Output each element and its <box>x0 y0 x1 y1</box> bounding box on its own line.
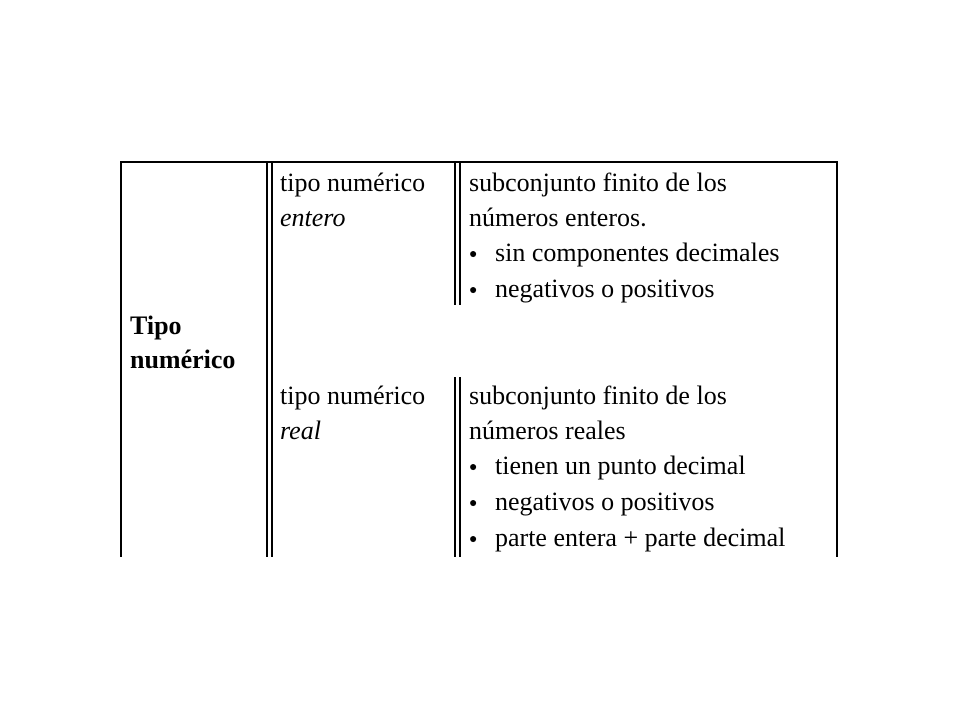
row2-separator-b <box>459 377 461 557</box>
bullet-icon: ● <box>469 247 478 262</box>
row2-separator-a <box>454 377 456 557</box>
row2-bullet-item: ● negativos o positivos <box>469 487 715 516</box>
row1-desc-line1: subconjunto finito de los <box>469 168 727 197</box>
bullet-icon: ● <box>469 283 478 298</box>
row2-desc-line2: números reales <box>469 416 626 445</box>
row2-bullet-item: ● tienen un punto decimal <box>469 451 746 480</box>
row2-type-label: tipo numérico <box>280 381 426 410</box>
bullet-icon: ● <box>469 532 478 547</box>
row1-separator-a <box>454 161 456 305</box>
table-left-border <box>120 161 122 557</box>
row1-bullet-item: ● negativos o positivos <box>469 274 715 303</box>
bullet-icon: ● <box>469 460 478 475</box>
row1-type-name: entero <box>280 203 346 232</box>
bullet-icon: ● <box>469 496 478 511</box>
category-label-line2: numérico <box>130 345 236 374</box>
row2-desc-line1: subconjunto finito de los <box>469 381 727 410</box>
table-right-border <box>836 161 838 557</box>
row1-bullet-item: ● sin componentes decimales <box>469 238 780 267</box>
row2-type-name: real <box>280 416 321 445</box>
column-separator-double-b <box>271 161 273 557</box>
category-label-line1: Tipo <box>130 311 182 340</box>
row1-separator-b <box>459 161 461 305</box>
table-top-border <box>120 161 838 163</box>
row1-type-label: tipo numérico <box>280 168 426 197</box>
column-separator-double-a <box>266 161 268 557</box>
row2-bullet-item: ● parte entera + parte decimal <box>469 523 786 552</box>
row1-desc-line2: números enteros. <box>469 203 647 232</box>
